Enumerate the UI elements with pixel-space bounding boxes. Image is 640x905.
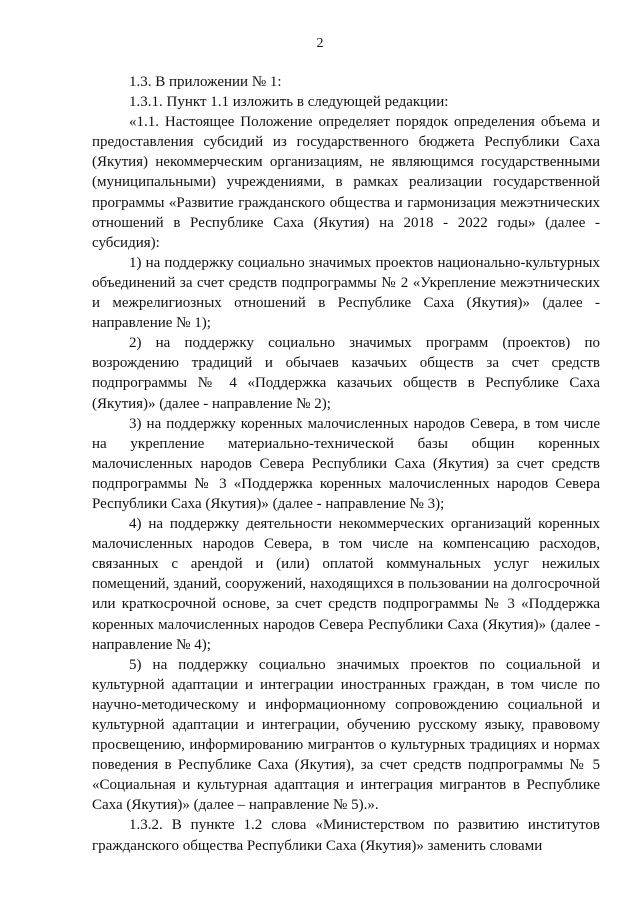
list-item-4: 4) на поддержку деятельности некоммерческих организаций коренных малочисленных народов Севера, в том числе на компенсацию расходов, связанных с арендой и (или) оплатой коммунальных услуг нежилых помещений, зданий, сооружений, находящихся в пользовании на долгосрочной или краткосрочной основе, за счет средств подпрограммы № 3 «Поддержка коренных малочисленных народов Севера Республики Саха (Якутия)» (далее - направление № 4); (92, 516, 600, 653)
list-item-5: 5) на поддержку социально значимых проектов по социальной и культурной адаптации и интеграции иностранных граждан, в том числе по научно-методическому и информационному сопровождению социальной и культурной адаптации и интеграции, обучению русскому языку, правовому просвещению, информированию мигрантов о культурных традициях и нормах поведения в Республике Саха (Якутия), за счет средств подпрограммы № 5 «Социальная и культурная адаптация и интеграция мигрантов в Республике Саха (Якутия)» (далее – направление № 5).». (92, 656, 600, 814)
list-item-2: 2) на поддержку социально значимых программ (проектов) по возрождению традиций и обычаев казачьих обществ за счет средств подпрограммы № 4 «Поддержка казачьих обществ в Республике Саха (Якутия)» (далее - направление № 2); (92, 335, 600, 412)
paragraph-1-3-heading: 1.3. В приложении № 1: (129, 74, 282, 90)
paragraph-1-3-1-heading: 1.3.1. Пункт 1.1 изложить в следующей редакции: (129, 94, 449, 111)
paragraph-1-3-2: 1.3.2. В пункте 1.2 слова «Министерством по развитию институтов гражданского общества Республики Саха (Якутия)» заменить словами (92, 817, 600, 854)
list-item-1: 1) на поддержку социально значимых проектов национально-культурных объединений за счет средств подпрограммы № 2 «Укрепление межэтнических и межрелигиозных отношений в Республике Саха (Якутия)» (далее - направление № 1); (92, 254, 600, 332)
document-body (92, 72, 600, 856)
paragraph-1-1-text: «1.1. Настоящее Положение определяет порядок определения объема и предоставления субсидий из государственного бюджета Республики Саха (Якутия) некоммерческим организациям, не являющимся государственными (муниципальными) учреждениями, в рамках реализации государственной программы «Развитие гражданского общества и гармонизация межэтнических отношений в Республике Саха (Якутия) на 2018 - 2022 годы» (далее - субсидия): (92, 114, 600, 251)
list-item-3: 3) на поддержку коренных малочисленных народов Севера, в том числе на укрепление материально-технической базы общин коренных малочисленных народов Севера Республики Саха (Якутия) за счет средств подпрограммы № 3 «Поддержка коренных малочисленных народов Севера Республики Саха (Якутия)» (далее - направление № 3); (92, 415, 600, 512)
page-number: 2 (316, 36, 324, 51)
